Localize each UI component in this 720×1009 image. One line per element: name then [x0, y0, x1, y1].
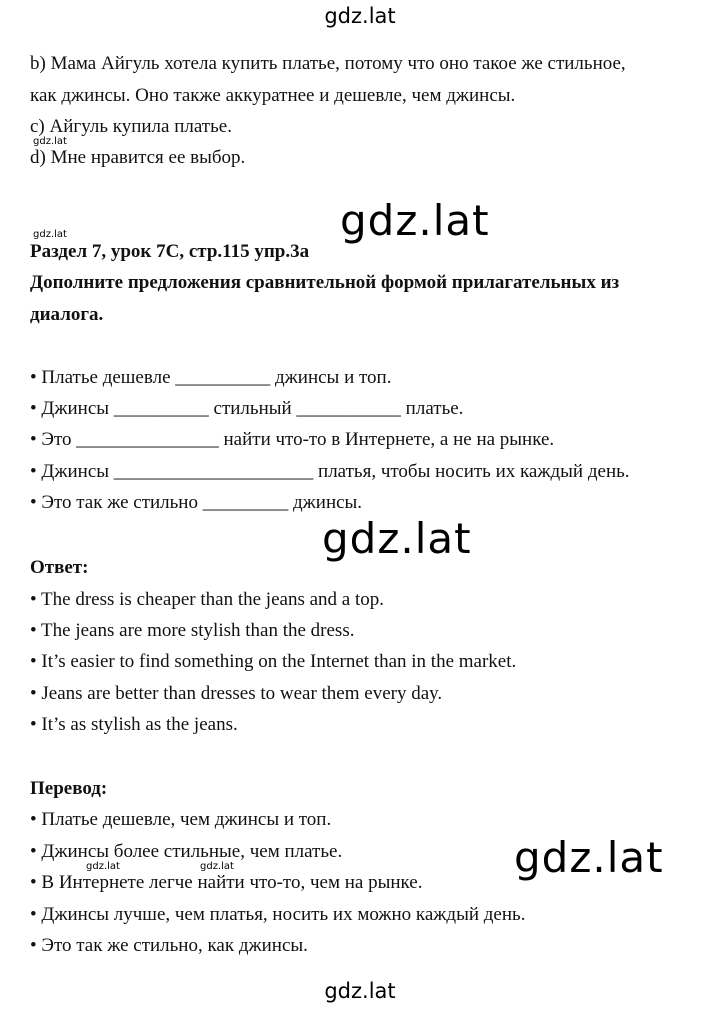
watermark-big-3: gdz.lat: [514, 833, 664, 882]
task-line-2: диалога.: [30, 304, 104, 325]
prev-answer-c: c) Айгуль купила платье.: [30, 116, 232, 137]
watermark-small-4: gdz.lat: [200, 861, 234, 872]
translation-item-4: • Джинсы лучше, чем платья, носить их можно каждый день.: [30, 904, 526, 925]
translation-item-5: • Это так же стильно, как джинсы.: [30, 935, 308, 956]
watermark-small-2: gdz.lat: [33, 229, 67, 240]
watermark-big-2: gdz.lat: [322, 514, 472, 563]
prev-answer-b-line-2: как джинсы. Оно также аккуратнее и дешевле, чем джинсы.: [30, 85, 516, 106]
answer-item-4: • Jeans are better than dresses to wear them every day.: [30, 683, 443, 704]
watermark-small-1: gdz.lat: [33, 136, 67, 147]
exercise-item-3: • Это _______________ найти что-то в Интернете, а не на рынке.: [30, 429, 555, 450]
answer-heading: Ответ:: [30, 557, 89, 578]
answer-item-2: • The jeans are more stylish than the dress.: [30, 620, 355, 641]
watermark-bottom: gdz.lat: [324, 979, 396, 1003]
translation-heading: Перевод:: [30, 778, 108, 799]
answer-item-5: • It’s as stylish as the jeans.: [30, 714, 238, 735]
exercise-item-1: • Платье дешевле __________ джинсы и топ.: [30, 367, 392, 388]
translation-item-2: • Джинсы более стильные, чем платье.: [30, 841, 343, 862]
section-title: Раздел 7, урок 7С, стр.115 упр.3a: [30, 241, 310, 262]
answer-item-1: • The dress is cheaper than the jeans and a top.: [30, 589, 384, 610]
prev-answer-b-line-1: b) Мама Айгуль хотела купить платье, потому что оно такое же стильное,: [30, 53, 626, 74]
answer-item-3: • It’s easier to find something on the Internet than in the market.: [30, 651, 517, 672]
exercise-item-2: • Джинсы __________ стильный ___________ платье.: [30, 398, 464, 419]
exercise-item-5: • Это так же стильно _________ джинсы.: [30, 492, 363, 513]
translation-item-3: • В Интернете легче найти что-то, чем на рынке.: [30, 872, 423, 893]
task-line-1: Дополните предложения сравнительной формой прилагательных из: [30, 272, 620, 293]
translation-item-1: • Платье дешевле, чем джинсы и топ.: [30, 809, 332, 830]
watermark-top: gdz.lat: [324, 4, 396, 28]
exercise-item-4: • Джинсы _____________________ платья, чтобы носить их каждый день.: [30, 461, 630, 482]
prev-answer-d: d) Мне нравится ее выбор.: [30, 147, 246, 168]
watermark-big-1: gdz.lat: [340, 196, 490, 245]
watermark-small-3: gdz.lat: [86, 861, 120, 872]
